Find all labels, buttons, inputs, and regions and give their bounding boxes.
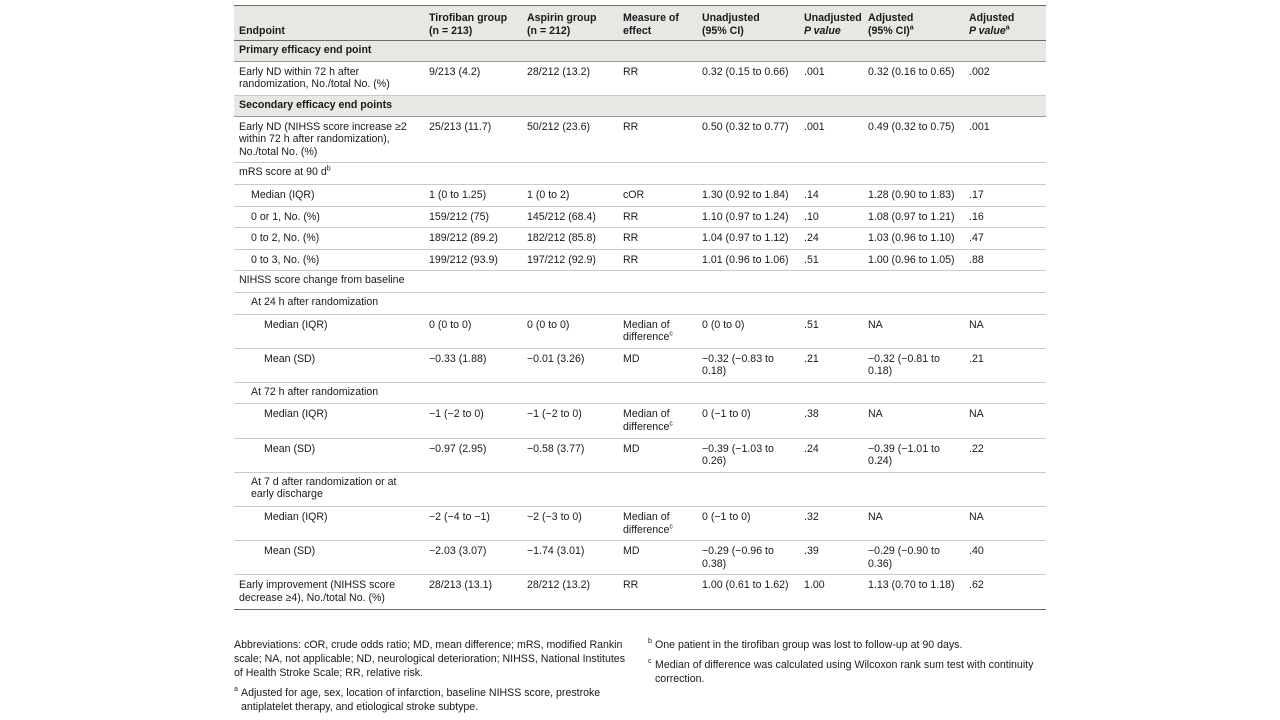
table-row: Median (IQR) −1 (−2 to 0) −1 (−2 to 0) Median of difference$^c$ 0 (−1 to 0) .38 NA NA — [234, 404, 1046, 438]
table-row: 0 to 2, No. (%) 189/212 (89.2) 182/212 (85.8) RR 1.04 (0.97 to 1.12) .24 1.03 (0.96 to 1.10) .47 — [234, 228, 1046, 250]
table-row: Median (IQR) −2 (−4 to −1) −2 (−3 to 0) Median of difference$^c$ 0 (−1 to 0) .32 NA NA — [234, 507, 1046, 541]
table-row: Median (IQR) 0 (0 to 0) 0 (0 to 0) Median of difference$^c$ 0 (0 to 0) .51 NA NA — [234, 314, 1046, 348]
table-row: Mean (SD) −0.33 (1.88) −0.01 (3.26) MD −0.32 (−0.83 to 0.18) .21 −0.32 (−0.81 to 0.18) .21 — [234, 348, 1046, 382]
table-row: 0 to 3, No. (%) 199/212 (93.9) 197/212 (92.9) RR 1.01 (0.96 to 1.06) .51 1.00 (0.96 to 1.05) .88 — [234, 249, 1046, 271]
footnote-abbreviations: Abbreviations: cOR, crude odds ratio; MD, mean difference; mRS, modified Rankin scale; NA, not applicable; ND, neurological deterioration; NIHSS, National Institutes of Health Stroke Scale; RR, relative risk. — [234, 639, 625, 680]
footnote-a: a Adjusted for age, sex, location of infarction, baseline NIHSS score, prestroke antiplatelet therapy, and etiological stroke subtype. — [234, 685, 601, 713]
table-row: Early improvement (NIHSS score decrease ≥4), No./total No. (%) 28/213 (13.1) 28/212 (13.2) RR 1.00 (0.61 to 1.62) 1.00 1.13 (0.70 to 1.18) .62 — [234, 575, 1046, 609]
group-row-mrs: mRS score at 90 $d^b$ — [234, 163, 1046, 185]
footnote-b: b One patient in the tirofiban group was lost to follow-up at 90 days. — [648, 638, 963, 651]
section-primary: Primary efficacy end point — [234, 41, 1046, 62]
header-unadjusted-p: Unadjusted P value — [799, 6, 863, 41]
header-adjusted-p: Adjusted P value$^a$ — [964, 6, 1046, 41]
results-table-container — [234, 5, 1046, 610]
group-row-24h: At 24 h after randomization — [234, 292, 1046, 314]
footnote-c: c Median of difference was calculated using Wilcoxon rank sum test with continuity correction. — [648, 658, 1034, 686]
header-unadjusted-ci: Unadjusted (95% CI) — [697, 6, 799, 41]
efficacy-outcomes-table — [234, 5, 1046, 610]
header-endpoint: Endpoint — [234, 6, 424, 41]
table-row: Early ND within 72 h after randomization, No./total No. (%) 9/213 (4.2) 28/212 (13.2) RR 0.32 (0.15 to 0.66) .001 0.32 (0.16 to 0.65) .002 — [234, 61, 1046, 95]
header-aspirin: Aspirin group (n = 212) — [522, 6, 618, 41]
group-row-nihss-change: NIHSS score change from baseline — [234, 271, 1046, 293]
table-row: Mean (SD) −0.97 (2.95) −0.58 (3.77) MD −0.39 (−1.03 to 0.26) .24 −0.39 (−1.01 to 0.24) .22 — [234, 438, 1046, 472]
table-row: 0 or 1, No. (%) 159/212 (75) 145/212 (68.4) RR 1.10 (0.97 to 1.24) .10 1.08 (0.97 to 1.21) .16 — [234, 206, 1046, 228]
table-row: Early ND (NIHSS score increase ≥2 within 72 h after randomization), No./total No. (%) 25/213 (11.7) 50/212 (23.6) RR 0.50 (0.32 to 0.77) .001 0.49 (0.32 to 0.75) .001 — [234, 116, 1046, 163]
table-row: Median (IQR) 1 (0 to 1.25) 1 (0 to 2) cOR 1.30 (0.92 to 1.84) .14 1.28 (0.90 to 1.83) .17 — [234, 184, 1046, 206]
group-row-72h: At 72 h after randomization — [234, 382, 1046, 404]
table-header-row — [234, 6, 1046, 41]
group-row-7d: At 7 d after randomization or at early discharge — [234, 472, 1046, 506]
header-tirofiban: Tirofiban group (n = 213) — [424, 6, 522, 41]
section-secondary: Secondary efficacy end points — [234, 95, 1046, 116]
header-adjusted-ci: Adjusted (95% CI)$^a$ — [863, 6, 964, 41]
table-row: Mean (SD) −2.03 (3.07) −1.74 (3.01) MD −0.29 (−0.96 to 0.38) .39 −0.29 (−0.90 to 0.36) .40 — [234, 541, 1046, 575]
header-measure: Measure of effect — [618, 6, 697, 41]
